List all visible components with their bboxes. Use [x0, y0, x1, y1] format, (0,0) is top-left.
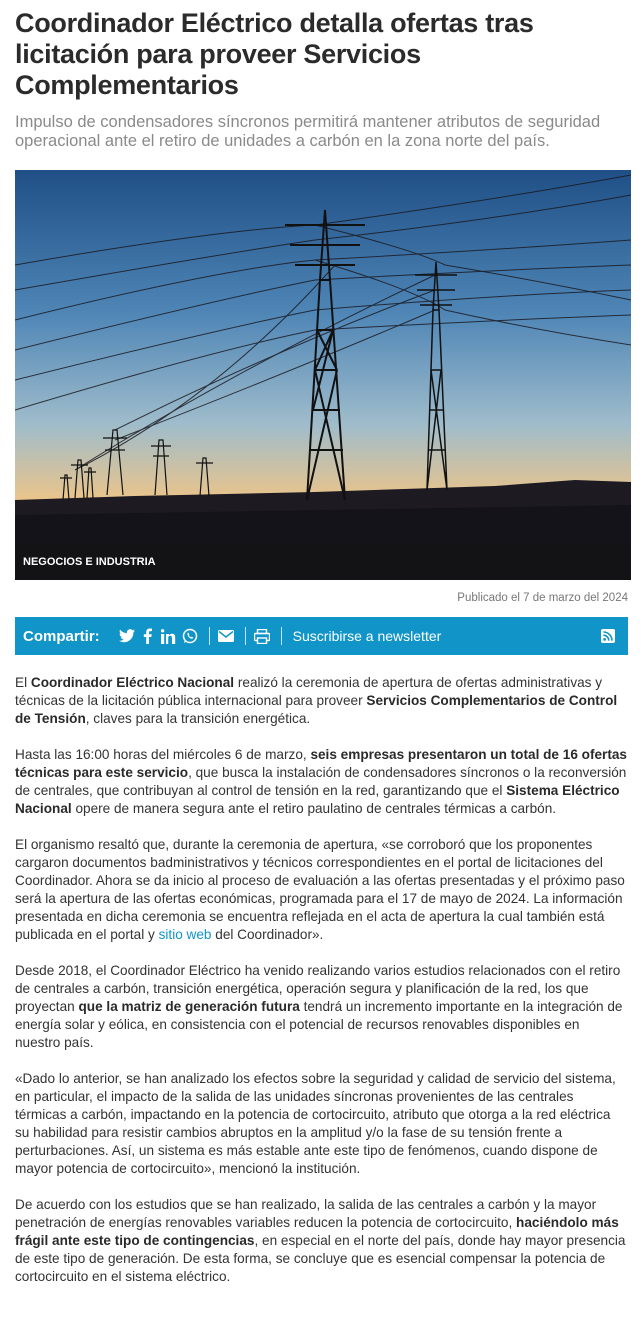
share-bar [15, 617, 628, 655]
share-divider [209, 627, 210, 645]
email-icon[interactable] [217, 627, 235, 645]
paragraph-6: De acuerdo con los estudios que se han realizado, la salida de las centrales a carbón y la mayor penetración de energías renovables variables reducen la potencia de cortocircuito, haciéndolo más frágil ante este tipo de contingencias, en especial en el norte del país, donde hay mayor presencia de este tipo de generación. De esta forma, se concluye que es esencial compensar la potencia de cortocircuito en el sistema eléctrico. [15, 1197, 626, 1284]
share-label: Compartir: [23, 627, 100, 645]
category-label[interactable]: NEGOCIOS E INDUSTRIA [15, 544, 631, 580]
article-body [15, 674, 628, 1286]
paragraph-3: El organismo resaltó que, durante la ceremonia de apertura, «se corroboró que los proponentes cargaron documentos badministrativos y técnicos correspondientes en el portal de licitaciones del Coordinador. Ahora se da inicio al proceso de evaluación a las ofertas presentadas y el próximo paso será la apertura de las ofertas económicas, programada para el 17 de mayo de 2024. La información presentada en dicha ceremonia se encuentra reflejada en el acta de apertura la cual también está publicada en el portal y sitio web del Coordinador». [15, 837, 625, 942]
website-link[interactable]: sitio web [158, 927, 212, 942]
paragraph-1: El Coordinador Eléctrico Nacional realizó la ceremonia de apertura de ofertas administrativas y técnicas de la licitación pública internacional para proveer Servicios Complementarios de Control de Tensión, claves para la transición energética. [15, 675, 618, 726]
published-date: Publicado el 7 de marzo del 2024 [457, 592, 628, 604]
article-page [0, 8, 643, 1286]
article-subtitle: Impulso de condensadores síncronos permitirá mantener atributos de seguridad operacional ante el retiro de unidades a carbón en la zona norte del país. [15, 113, 601, 150]
paragraph-4: Desde 2018, el Coordinador Eléctrico ha venido realizando varios estudios relacionados con el retiro de centrales a carbón, transición energética, operación segura y planificación de la red, los que proyectan que la matriz de generación futura tendrá un incremento importante en la integración de energía solar y eólica, en consistencia con el potencial de recursos renovables disponibles en nuestro país. [15, 963, 623, 1050]
whatsapp-icon[interactable] [181, 627, 199, 645]
paragraph-2: Hasta las 16:00 horas del miércoles 6 de marzo, seis empresas presentaron un total de 16 ofertas técnicas para este servicio, que busca la instalación de condensadores síncronos o la reconversión de centrales, que contribuyan al control de tensión en la red, garantizando que el Sistema Eléctrico Nacional opere de manera segura ante el retiro paulatino de centrales térmicas a carbón. [15, 747, 627, 816]
hero-image [15, 170, 631, 580]
share-divider [281, 627, 282, 645]
paragraph-5: «Dado lo anterior, se han analizado los efectos sobre la seguridad y calidad de servicio del sistema, en particular, el impacto de la salida de las unidades síncronas provenientes de las centrales térmicas a carbón, impactando en la potencia de cortocircuito, atributo que otorga a la red eléctrica su habilidad para resistir cambios abruptos en la amplitud y/o la fase de su tensión frente a perturbaciones. Así, un sistema es más estable ante este tipo de fenómenos, cuando dispone de mayor potencia de cortocircuito», mencionó la institución. [15, 1071, 616, 1176]
linkedin-icon[interactable] [160, 627, 178, 645]
print-icon[interactable] [253, 627, 271, 645]
newsletter-link[interactable]: Suscribirse a newsletter [292, 628, 442, 644]
facebook-icon[interactable] [139, 627, 157, 645]
article-title: Coordinador Eléctrico detalla ofertas tras licitación para proveer Servicios Complementarios [15, 8, 534, 100]
rss-icon[interactable] [599, 627, 617, 645]
power-lines-photo [15, 170, 631, 580]
twitter-icon[interactable] [118, 627, 136, 645]
share-divider [245, 627, 246, 645]
